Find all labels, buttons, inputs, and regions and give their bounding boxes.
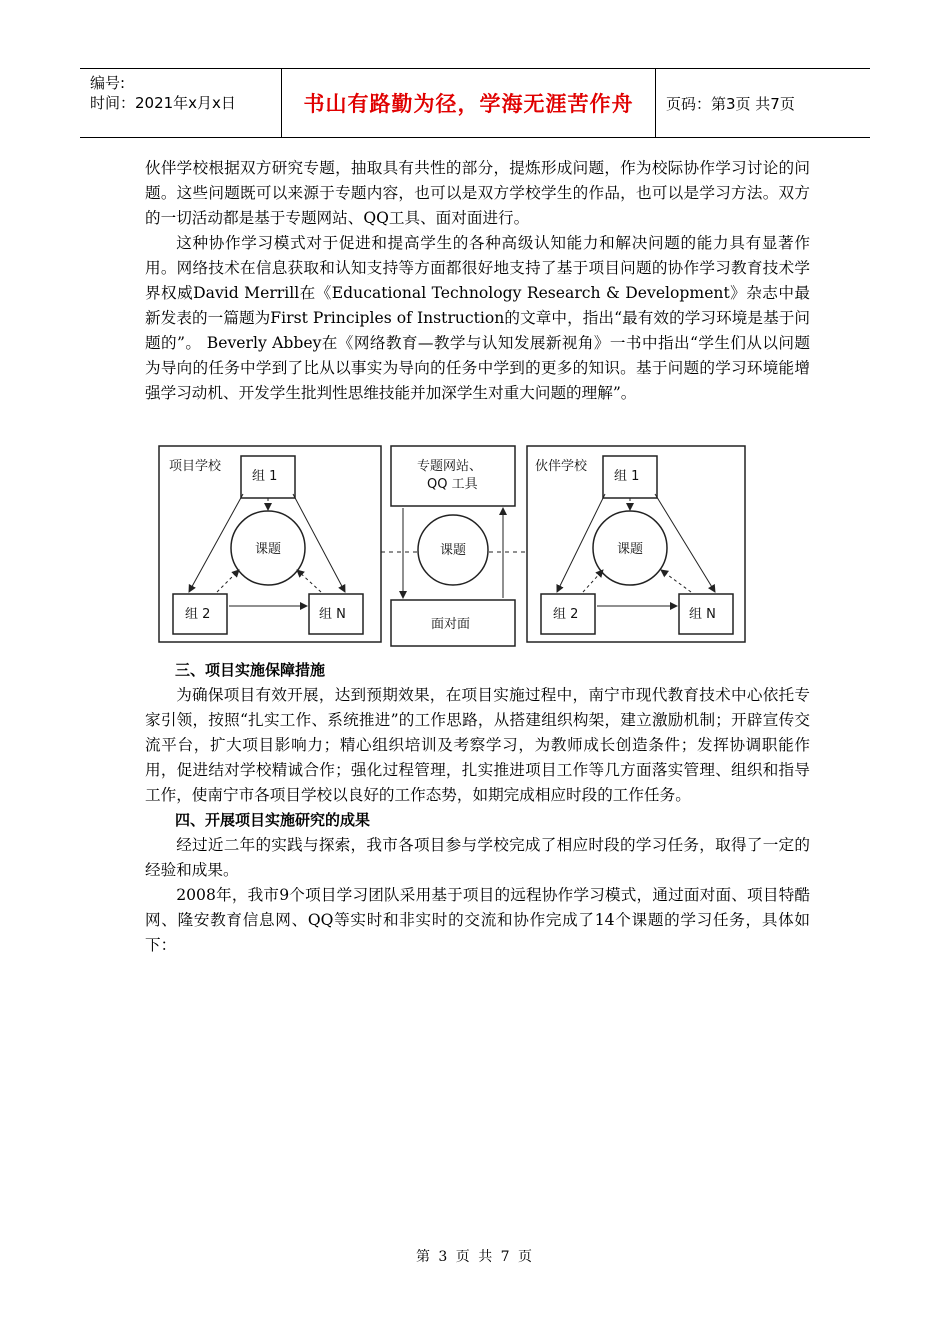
doc-date: 时间：2021年x月x日 — [90, 94, 236, 112]
header-meta — [80, 69, 282, 137]
page-header — [80, 68, 870, 138]
paragraph-2: 这种协作学习模式对于促进和提高学生的各种高级认知能力和解决问题的能力具有显著作用。网络技术在信息获取和认知支持等方面都很好地支持了基于项目问题的协作学习教育技术学界权威David Merrill在《Educational Technology Research & Development》杂志中最新发表的一篇题为First Principles of Instruction的文章中，指出“最有效的学习环境是基于问题的”。 Beverly Abbey在《网络教育—教学与认知发展新视角》一书中指出“学生们从以问题为导向的任务中学到了比从以事实为导向的任务中学到的更多的知识。基于问题的学习环境能增强学习动机、开发学生批判性思维技能并加深学生对重大问题的理解”。 — [145, 234, 810, 402]
right-arrow-g1-g2 — [557, 494, 605, 592]
right-topic-label: 课题 — [617, 542, 644, 557]
paragraph-4: 经过近二年的实践与探索，我市各项目参与学校完成了相应时段的学习任务，取得了一定的经验和成果。 — [145, 836, 810, 879]
header-motto-cell — [282, 69, 656, 137]
header-page-info: 页码：第3页 共7页 — [666, 94, 795, 113]
left-arrow-g1-g2 — [189, 494, 243, 592]
paragraph-1: 伙伴学校根据双方研究专题，抽取具有共性的部分，提炼形成问题，作为校际协作学习讨论的问题。这些问题既可以来源于专题内容，也可以是双方学校学生的作品，也可以是学习方法。双方的一切活动都是基于专题网站、QQ工具、面对面进行。 — [145, 159, 810, 227]
left-arrow-gN-topic — [297, 570, 321, 592]
header-motto: 书山有路勤为径，学海无涯苦作舟 — [303, 92, 634, 116]
middle-top-line2: QQ 工具 — [427, 477, 478, 492]
right-arrow-g1-gN — [655, 494, 715, 592]
left-school-title: 项目学校 — [169, 459, 222, 474]
left-topic-label: 课题 — [255, 542, 282, 557]
right-group1-label: 组 1 — [614, 469, 640, 484]
collaboration-diagram — [155, 442, 755, 652]
right-arrow-g2-topic — [583, 570, 603, 592]
right-groupN-label: 组 N — [689, 607, 716, 622]
paragraph-5: 2008年，我市9个项目学习团队采用基于项目的远程协作学习模式，通过面对面、项目特酷网、隆安教育信息网、QQ等实时和非实时的交流和协作完成了14个课题的学习任务，具体如下： — [145, 886, 810, 954]
right-school-title: 伙伴学校 — [535, 459, 588, 474]
middle-top-box — [391, 446, 515, 506]
left-group1-label: 组 1 — [252, 469, 278, 484]
section-3-heading: 三、项目实施保障措施 — [175, 661, 326, 679]
middle-top-line1: 专题网站、 — [417, 459, 483, 474]
doc-number-label: 编号: — [90, 74, 126, 92]
right-arrow-gN-topic — [661, 570, 691, 592]
middle-bottom-label: 面对面 — [431, 617, 471, 632]
body-bottom — [145, 658, 810, 958]
left-arrow-g2-topic — [217, 570, 239, 592]
middle-topic-label: 课题 — [440, 543, 467, 558]
section-4-heading: 四、开展项目实施研究的成果 — [175, 811, 371, 829]
page-footer: 第 3 页 共 7 页 — [415, 1249, 535, 1265]
paragraph-3: 为确保项目有效开展，达到预期效果，在项目实施过程中，南宁市现代教育技术中心依托专家引领，按照“扎实工作、系统推进”的工作思路，从搭建组织构架，建立激励机制；开辟宣传交流平台，扩大项目影响力；精心组织培训及考察学习，为教师成长创造条件；发挥协调职能作用，促进结对学校精诚合作；强化过程管理，扎实推进项目工作等几方面落实管理、组织和指导工作，使南宁市各项目学校以良好的工作态势，如期完成相应时段的工作任务。 — [145, 686, 810, 804]
body-top — [145, 156, 810, 406]
left-groupN-label: 组 N — [319, 607, 346, 622]
left-group2-label: 组 2 — [185, 607, 211, 622]
right-group2-label: 组 2 — [553, 607, 579, 622]
left-arrow-g1-gN — [293, 494, 345, 592]
